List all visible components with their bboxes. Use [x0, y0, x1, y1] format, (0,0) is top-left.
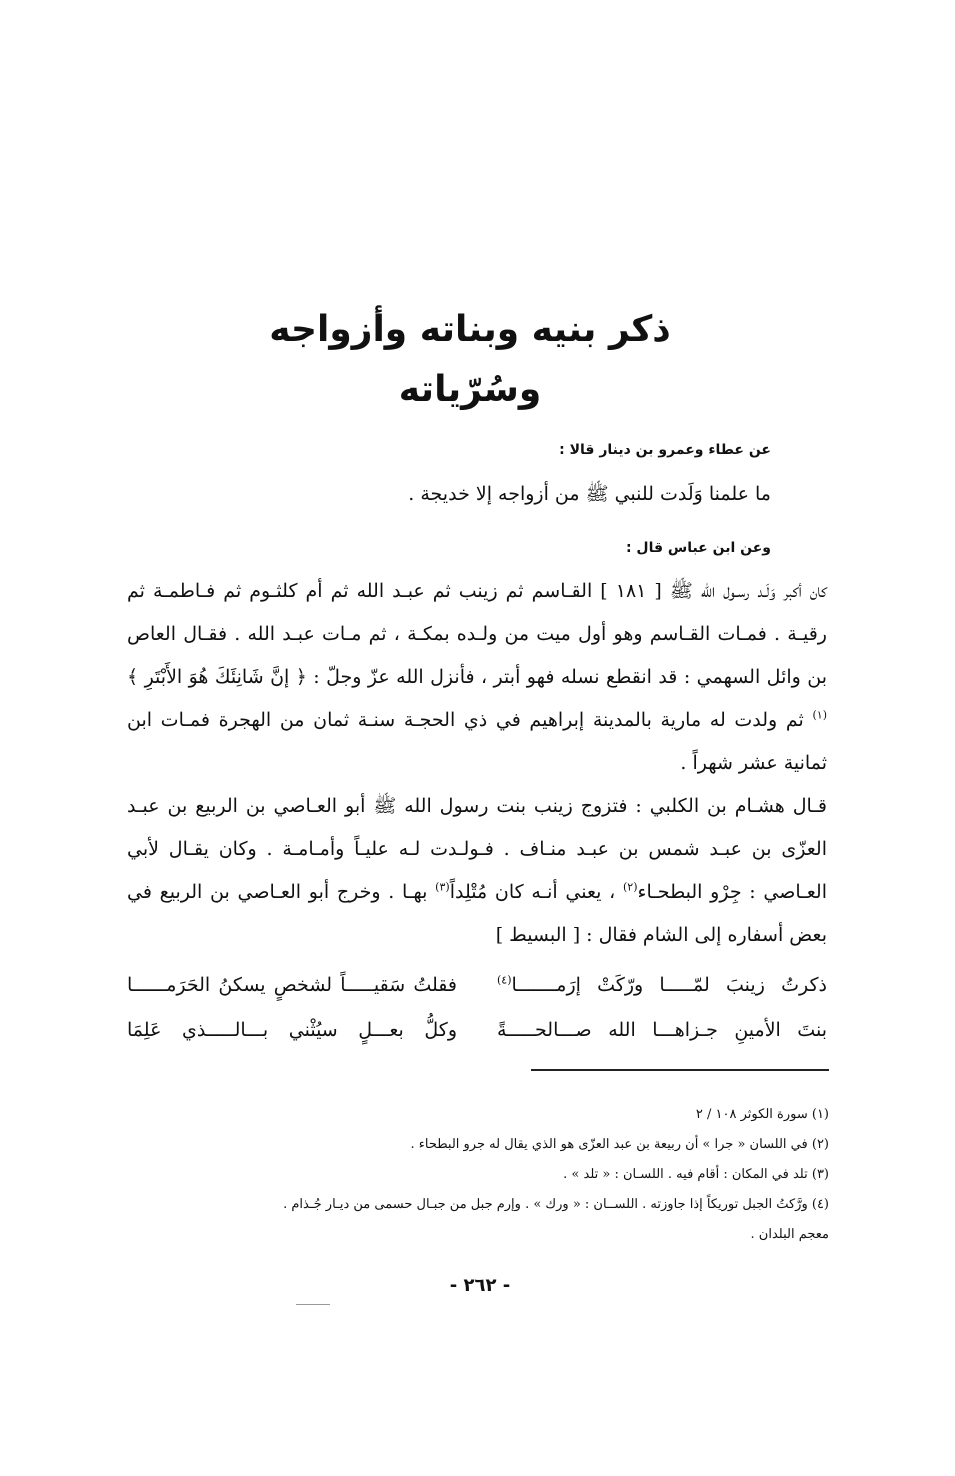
verse-1 [127, 962, 827, 1007]
paragraph-2-text-a: قـال هشـام بن الكلبي : فتزوج زينب بنت رسول الله ﷺ أبو العـاصي بن الربيع بن عبـد العزّى بن عبـد شمس بن عبـد منـاف . فـولـدت لـه عليـاً وأمـامـة . وكان يقـال لأبي العـاصي : جِرْو البطحـاء [127, 795, 827, 903]
narration-1: ما علمنا وَلَدت للنبي ﷺ من أزواجه إلا خديجة . [408, 483, 771, 505]
footnote-ref-3: (٣) [435, 880, 450, 894]
poem [127, 962, 827, 1052]
verse-2 [127, 1007, 827, 1052]
paragraph-1 [127, 570, 827, 785]
footnote-4-continuation: معجم البلدان . [750, 1227, 829, 1242]
verse-2-first-hemistich: بنتَ الأمينِ جـزاهـــا الله صـــالحـــــةً [497, 1018, 827, 1041]
footnote-separator [531, 1069, 829, 1071]
footnote-2: (٢) في اللسان « جرا » أن ربيعة بن عبد العزّى هو الذي يقال له جرو البطحاء . [410, 1137, 829, 1152]
footnote-1: (١) سورة الكوثر ١٠٨ / ٢ [695, 1107, 829, 1122]
footnote-ref-4: (٤) [497, 973, 512, 987]
chapter-title: ذكر بنيه وبناته وأزواجه وسُرّياته [269, 309, 671, 410]
verse-1-first-hemistich [497, 974, 827, 996]
paragraph-2 [127, 785, 827, 957]
footnote-ref-1: (١) [812, 708, 827, 722]
verse-1-second-hemistich: فقلتُ سَقيـــــاً لشخصٍ يسكنُ الحَرَمــــــا [127, 973, 457, 996]
footnote-4: (٤) ورَّكتُ الجبل توريكاً إذا جاوزته . اللســان : « ورك » . وإرم جبل من جبـال حسمى من ديـار جُـذام . [283, 1197, 829, 1212]
verse-2-second-hemistich: وكلُّ بعـــلٍ سيُثْني بـــالـــــذي عَلِمَا [127, 1018, 457, 1041]
footnote-3: (٣) تلد في المكان : أقام فيه . اللسـان : « تلد » . [563, 1167, 829, 1182]
verse-1-first-text: ذكرتُ زينبَ لمّـــــا ورّكَتْ إرَمـــــــا [511, 973, 827, 996]
paragraph-2-text-b: ، يعني أنـه كان مُتْلِداً [449, 881, 623, 903]
isnad-1: عن عطاء وعمرو بن دينار قالا : [559, 442, 771, 458]
page-number: - ٢٦٢ - [449, 1275, 511, 1296]
margin-mark [296, 1304, 330, 1305]
paragraph-1-text-a: كان أكبر وَلَـد رسـول الله ﷺ [ ١٨١ ] القـاسم ثم زينب ثم عبـد الله ثم أم كلثـوم ثم فـاطمـة ثم رقيـة . فمـات القـاسم وهو أول ميت من ولـده بمكـة ، ثم مـات عبـد الله . فقـال العاص بن وائل السهمي : قد انقطع نسله فهو أبتر ، فأنزل الله عزّ وجلّ : ﴿ إنَّ شَانِئَكَ هُوَ الأَبْتَرِ ﴾ [127, 580, 827, 688]
paragraph-1-text-b: ثم ولدت له مارية بالمدينة إبراهيم في ذي الحجـة سنـة ثمان من الهجرة فمـات ابن ثمانية عشر شهراً . [127, 709, 827, 774]
isnad-2: وعن ابن عباس قال : [625, 540, 771, 556]
footnote-ref-2: (٢) [623, 880, 638, 894]
footnotes [129, 1100, 829, 1250]
paragraph-2-text-c: بهـا . وخرج أبو العـاصي بن الربيع في بعض أسفاره إلى الشام فقال : [ البسيط ] [127, 881, 827, 946]
